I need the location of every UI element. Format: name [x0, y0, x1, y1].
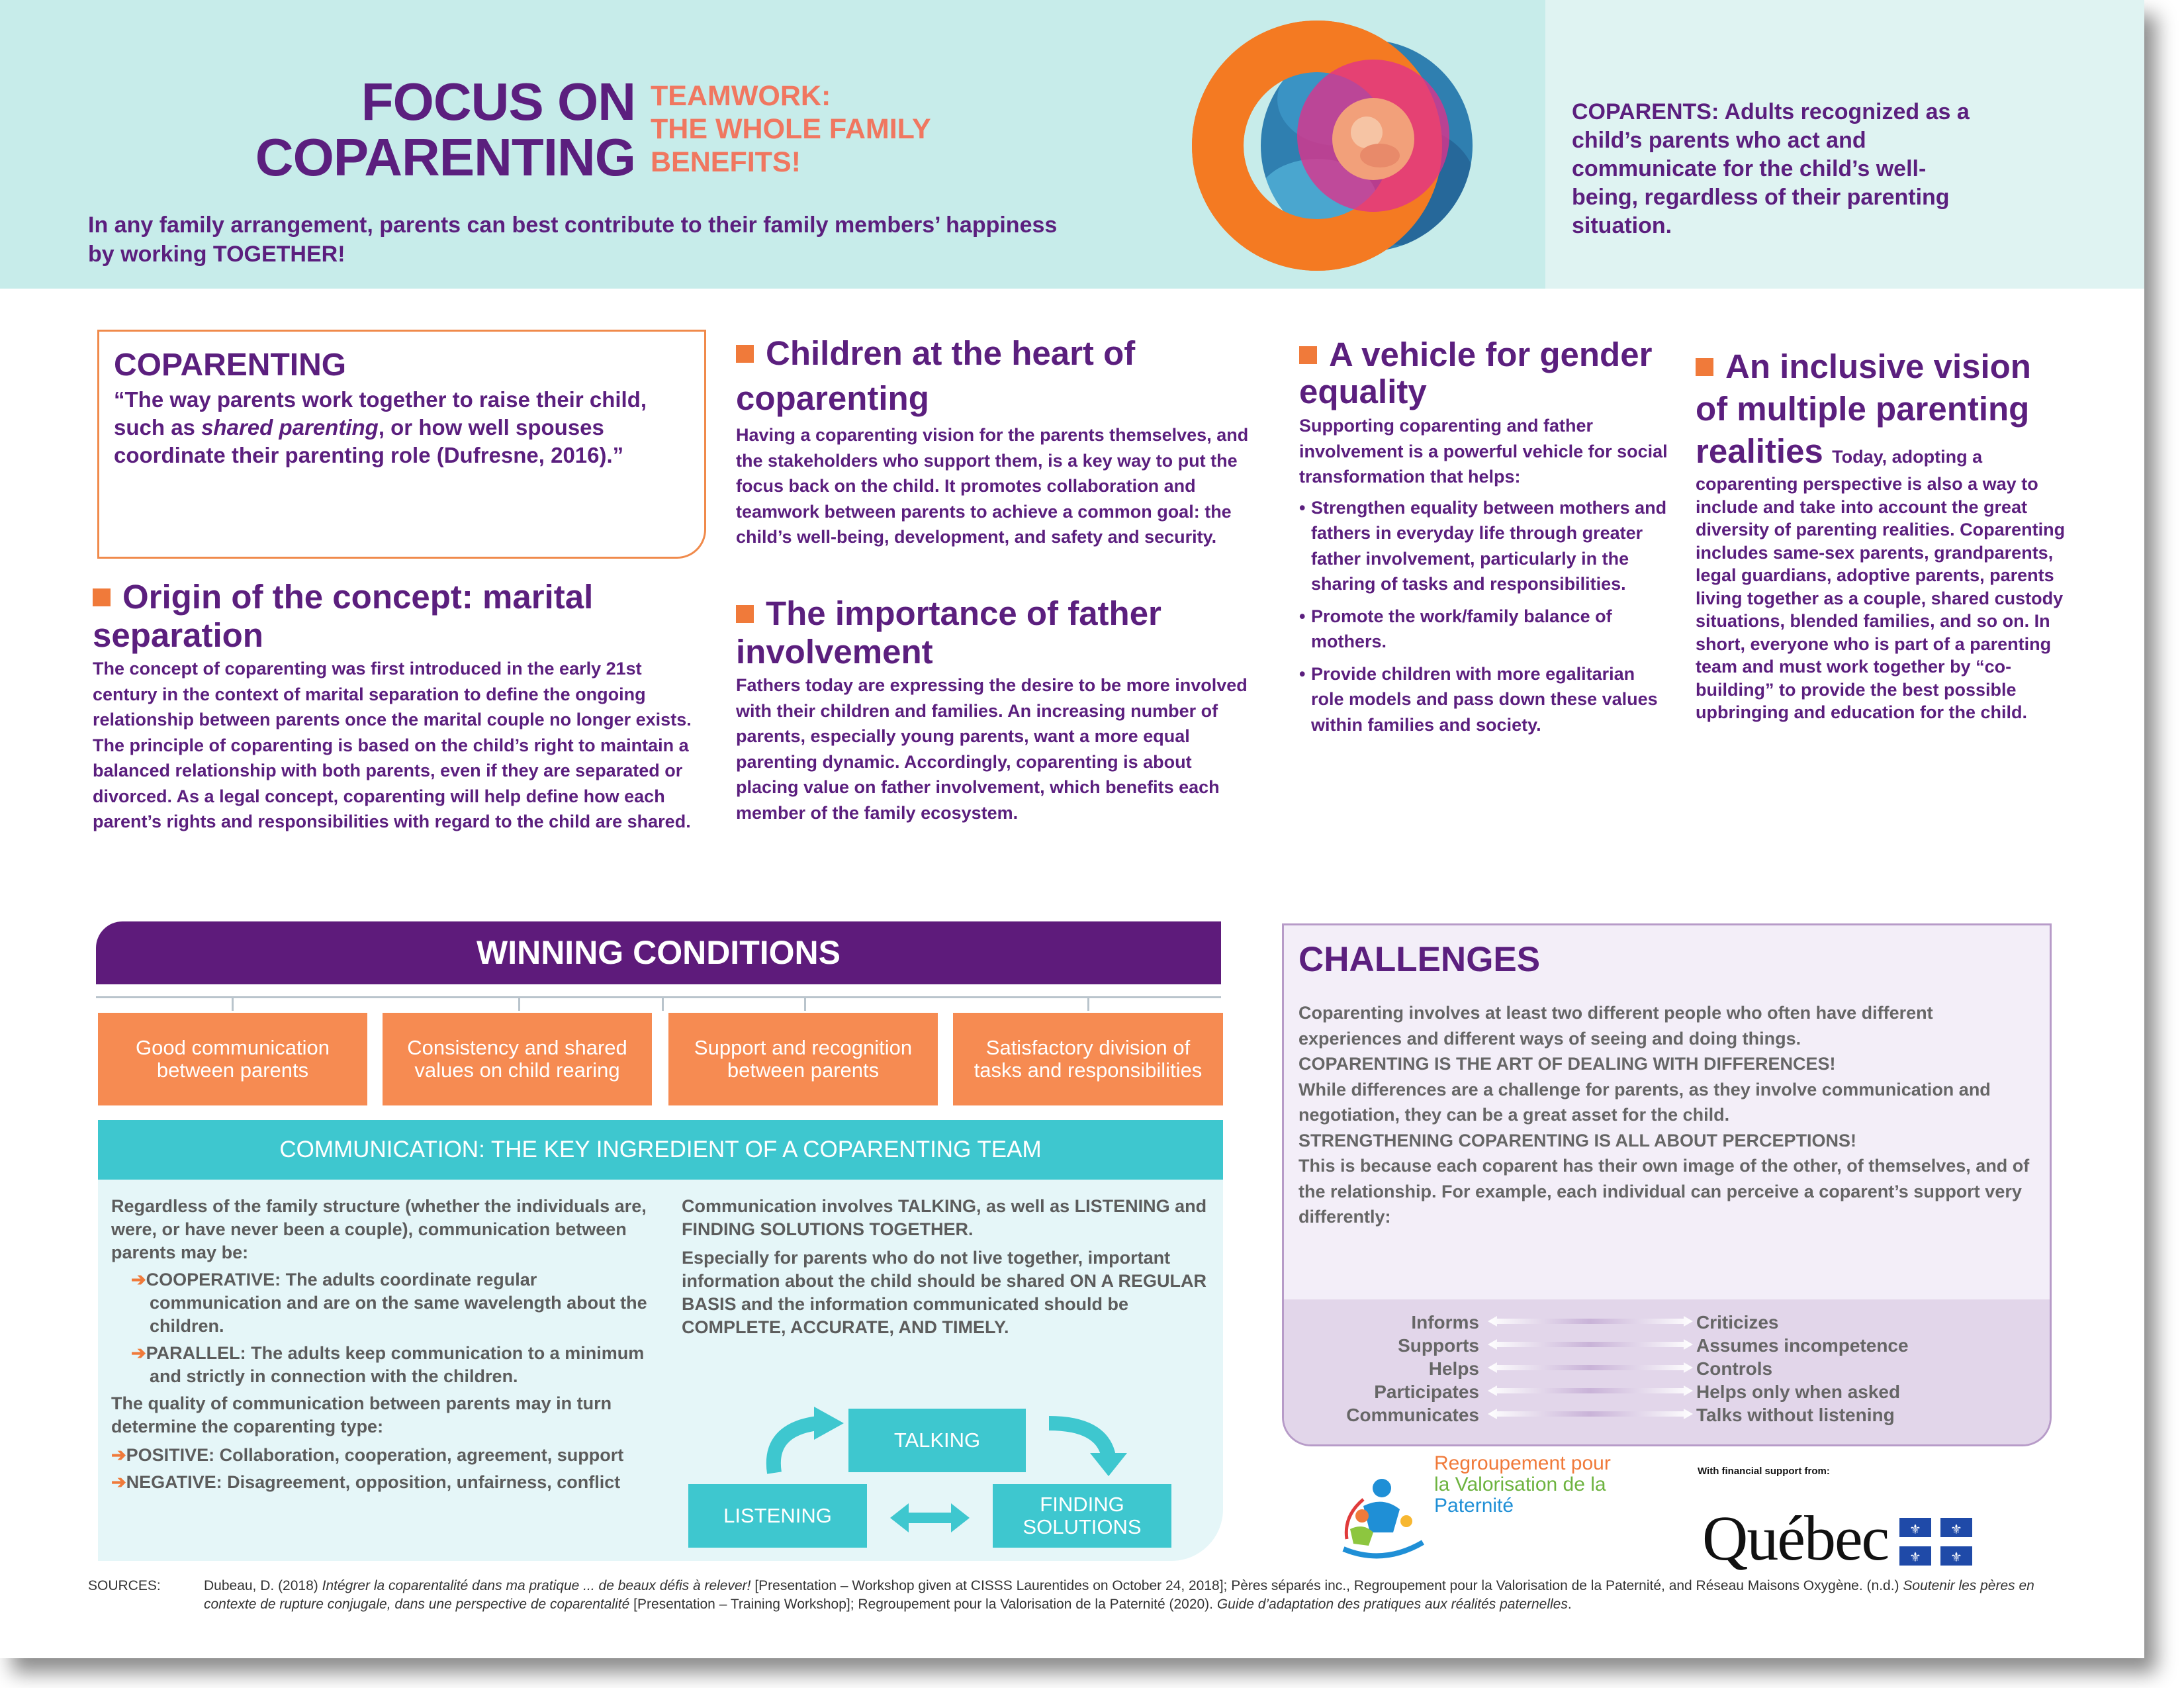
subtitle-line-3: BENEFITS! [651, 146, 801, 178]
svg-text:⚜: ⚜ [1950, 1549, 1962, 1565]
sources-text [204, 1577, 2073, 1614]
condition-communication: Good communication between parents [98, 1013, 367, 1105]
rvp-line-3: Paternité [1434, 1495, 1514, 1517]
inclusive-section [1696, 346, 2066, 724]
double-arrow-icon [890, 1501, 970, 1534]
orange-arrow-icon: ➔ [111, 1445, 126, 1465]
condition-shared-values: Consistency and shared values on child rearing [383, 1013, 652, 1105]
source-text: [Presentation – Workshop given at CISSS Laurentides on October 24, 2018]; Pères séparés inc., Regroupement pour la Valorisation de la Paternité, and Réseau Maisons Oxygène. (n.d.) [751, 1578, 1903, 1593]
challenges-paragraph: Coparenting involves at least two different people who often have different experiences and different ways of seeing and doing things. [1298, 1003, 1933, 1049]
orange-square-icon [93, 588, 111, 606]
title-line-2: COPARENTING [255, 128, 635, 187]
vehicle-bullet: • Promote the work/family balance of mothers. [1299, 604, 1670, 655]
inclusive-body: Today, adopting a coparenting perspective is also a way to include and take into account the great diversity of parenting realities. Coparenting includes same-sex parents, grandparents, legal guardians, adoptive parents, parents living together as a couple, shared custody situations, blended families, and so on. In short, everyone who is part of a parenting team and must work together by “co-building” to provide the best possible upbringing and education for the child. [1696, 447, 2066, 722]
source-title: Intégrer la coparentalité dans ma pratique ... de beaux défis à relever! [322, 1578, 751, 1593]
communication-right-column [682, 1195, 1211, 1339]
father-heading [736, 594, 1259, 671]
communication-type-parallel [111, 1342, 660, 1388]
children-heading-text: Children at the heart of coparenting [736, 334, 1136, 417]
svg-text:⚜: ⚜ [1909, 1521, 1921, 1537]
svg-text:⚜: ⚜ [1909, 1549, 1921, 1565]
quality-label: NEGATIVE [126, 1472, 216, 1492]
connector-tick [518, 996, 520, 1011]
subtitle-line-2: THE WHOLE FAMILY [651, 113, 931, 145]
type-label: PARALLEL [146, 1343, 240, 1363]
quality-text: : Collaboration, cooperation, agreement, support [208, 1445, 624, 1465]
sources-label: SOURCES: [88, 1578, 161, 1593]
children-heading [736, 331, 1259, 421]
vehicle-section [1299, 336, 1670, 744]
coparenting-quote [114, 386, 690, 469]
source-text: . [1567, 1597, 1572, 1612]
orange-square-icon [736, 345, 754, 363]
rvp-line-2: la Valorisation de la [1434, 1474, 1606, 1495]
communication-paragraph-1: Communication involves TALKING, as well as LISTENING and FINDING SOLUTIONS TOGETHER. [682, 1196, 1207, 1239]
perception-arrows [1488, 1316, 1693, 1429]
quality-text: : Disagreement, opposition, unfairness, conflict [216, 1472, 621, 1492]
coparenting-box-title: COPARENTING [114, 348, 347, 383]
challenges-heading: STRENGTHENING COPARENTING IS ALL ABOUT PERCEPTIONS! [1298, 1130, 1857, 1150]
perception-positive: Participates [1374, 1382, 1479, 1402]
perception-negative: Assumes incompetence [1696, 1335, 1909, 1356]
orange-arrow-icon: ➔ [111, 1472, 126, 1492]
type-text: : The adults coordinate regular communication and are on the same wavelength about the children. [150, 1270, 647, 1336]
orange-square-icon [1299, 346, 1317, 364]
curved-arrow-icon [754, 1403, 847, 1476]
perception-negative: Controls [1696, 1358, 1773, 1379]
condition-division-tasks: Satisfactory division of tasks and responsibilities [953, 1013, 1223, 1105]
challenges-heading: COPARENTING IS THE ART OF DEALING WITH DIFFERENCES! [1298, 1054, 1836, 1074]
vehicle-heading [1299, 336, 1670, 410]
father-section [736, 594, 1259, 825]
challenges-paragraph: This is because each coparent has their own image of the other, of themselves, and of the relationship. For example, each individual can perceive a coparent’s support very differently: [1298, 1156, 2030, 1227]
quote-part-2: , or how well spouses coordinate their parenting role (Dufresne, 2016).” [114, 415, 624, 467]
challenges-text [1298, 1000, 2040, 1230]
type-label: COOPERATIVE [146, 1270, 275, 1289]
svg-text:⚜: ⚜ [1950, 1521, 1962, 1537]
page-subtitle [651, 79, 1021, 179]
children-section [736, 331, 1259, 550]
financial-support-label: With financial support from: [1698, 1466, 1830, 1477]
origin-heading [93, 578, 708, 655]
father-heading-text: The importance of father involvement [736, 594, 1161, 671]
source-title: Guide d’adaptation des pratiques aux réalités paternelles [1216, 1597, 1568, 1612]
father-body: Fathers today are expressing the desire to be more involved with their children and families. An increasing number of parents, especially young parents, want a more equal parenting dynamic. Accordingly, coparenting is about placing value on father involvement, which benefits each member of the family ecosystem. [736, 675, 1248, 823]
subtitle-line-1: TEAMWORK: [651, 80, 831, 112]
page-title [251, 74, 635, 185]
quebec-flag-icon [1899, 1518, 1972, 1566]
perception-negative: Criticizes [1696, 1312, 1779, 1333]
connector-tick [232, 996, 234, 1011]
connector-tick [662, 996, 664, 1011]
curved-arrow-icon [1042, 1403, 1135, 1476]
orange-square-icon [1696, 358, 1713, 376]
family-circles-illustration [1118, 20, 1489, 271]
perception-positive: Helps [1428, 1358, 1479, 1379]
perception-positive: Communicates [1346, 1405, 1479, 1425]
vehicle-heading-text: A vehicle for gender equality [1299, 336, 1653, 410]
communication-intro: Regardless of the family structure (whether the individuals are, were, or have never been a couple), communication between parents may be: [111, 1196, 647, 1262]
perception-negative: Talks without listening [1696, 1405, 1895, 1425]
orange-arrow-icon: ➔ [131, 1270, 146, 1289]
coparents-definition: COPARENTS: Adults recognized as a child’s parents who act and communicate for the child’s well-being, regardless of their parenting situation. [1572, 99, 1970, 238]
quote-emphasis: shared parenting [201, 415, 379, 440]
inclusive-heading-text: An inclusive vision of multiple parenting realities [1696, 348, 2031, 470]
perception-negative: Helps only when asked [1696, 1382, 1901, 1402]
connector-tick [1087, 996, 1089, 1011]
rvp-logo-icon [1337, 1470, 1430, 1562]
vehicle-intro: Supporting coparenting and father involvement is a powerful vehicle for social transformation that helps: [1299, 416, 1668, 487]
quality-intro: The quality of communication between parents may in turn determine the coparenting type: [111, 1393, 612, 1436]
conditions-connector [96, 996, 1221, 998]
communication-header: COMMUNICATION: THE KEY INGREDIENT OF A COPARENTING TEAM [98, 1120, 1223, 1180]
source-title: Soutenir les pères en contexte de rupture conjugale, dans une perspective de coparentalité [204, 1578, 2034, 1612]
vehicle-bullet: • Strengthen equality between mothers and fathers in everyday life through greater father involvement, particularly in the sharing of tasks and responsibilities. [1299, 495, 1670, 597]
orange-square-icon [736, 605, 754, 623]
communication-paragraph-2: Especially for parents who do not live together, important information about the child should be shared ON A REGULAR BASIS and the information communicated should be COMPLETE, ACCURATE, AND TIMELY. [682, 1248, 1207, 1337]
communication-type-cooperative [111, 1268, 660, 1338]
origin-body: The concept of coparenting was first introduced in the early 21st century in the context of marital separation to define the ongoing relationship between parents once the marital couple no longer exists. The principle of coparenting is based on the child’s right to maintain a balanced relationship with both parents, even if they are separated or divorced. As a legal concept, coparenting will help define how each parent’s rights and responsibilities with regard to the child are shared. [93, 659, 692, 831]
rvp-logo-text [1434, 1453, 1611, 1517]
quebec-logo-text: Québec [1702, 1503, 1889, 1573]
inclusive-block [1696, 346, 2066, 724]
rvp-line-1: Regroupement pour [1434, 1452, 1611, 1474]
source-text: [Presentation – Training Workshop]; Regroupement pour la Valorisation de la Paternité (2020). [629, 1597, 1217, 1612]
communication-left-column [111, 1195, 660, 1494]
connector-tick [804, 996, 806, 1011]
quality-label: POSITIVE [126, 1445, 209, 1465]
type-text: : The adults keep communication to a minimum and strictly in connection with the children. [150, 1343, 645, 1386]
perception-positive: Informs [1411, 1312, 1479, 1333]
source-text: Dubeau, D. (2018) [204, 1578, 322, 1593]
orange-arrow-icon: ➔ [131, 1343, 146, 1363]
winning-conditions-header: WINNING CONDITIONS [96, 921, 1221, 984]
challenges-paragraph: While differences are a challenge for parents, as they involve communication and negotiation, they can be a great asset for the child. [1298, 1079, 1991, 1125]
challenges-title: CHALLENGES [1298, 940, 1541, 979]
coparenting-definition-box [97, 330, 706, 559]
challenges-panel [1282, 923, 2052, 1446]
cycle-listening-box: LISTENING [688, 1484, 867, 1548]
origin-heading-text: Origin of the concept: marital separation [93, 578, 594, 654]
perception-positive: Supports [1398, 1335, 1479, 1356]
title-line-1: FOCUS ON [361, 72, 635, 131]
quality-positive [111, 1444, 660, 1467]
vehicle-bullets [1299, 495, 1670, 738]
condition-support: Support and recognition between parents [668, 1013, 938, 1105]
cycle-talking-box: TALKING [848, 1409, 1026, 1472]
children-body: Having a coparenting vision for the parents themselves, and the stakeholders who support them, is a key way to put the focus back on the child. It promotes collaboration and teamwork between parents to achieve a common goal: the child’s well-being, development, and safety and security. [736, 425, 1249, 547]
quote-part-1: “The way parents work together to raise their child, such as [114, 387, 647, 440]
intro-text: In any family arrangement, parents can best contribute to their family members’ happiness by working TOGETHER! [88, 212, 1058, 267]
origin-section [93, 578, 708, 835]
quality-negative [111, 1471, 660, 1494]
vehicle-bullet: • Provide children with more egalitarian role models and pass down these values within families and society. [1299, 661, 1670, 738]
cycle-finding-solutions-box: FINDING SOLUTIONS [993, 1484, 1171, 1548]
